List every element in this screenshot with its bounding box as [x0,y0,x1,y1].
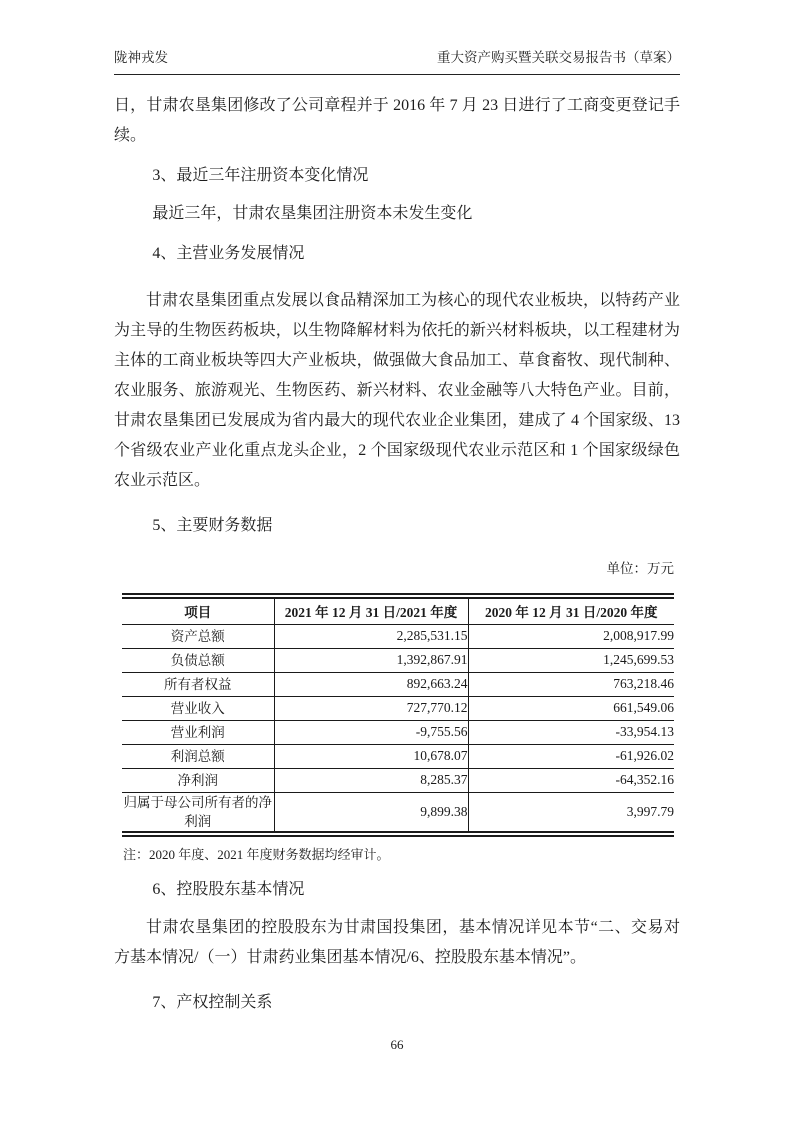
section-3-text: 最近三年，甘肃农垦集团注册资本未发生变化 [152,205,473,222]
section-4-heading: 4、主营业务发展情况 [152,245,305,262]
table-row [122,744,674,768]
table-cell-item: 利润总额 [122,744,274,768]
table-cell-2020: -33,954.13 [468,720,674,744]
table-cell-2021: -9,755.56 [274,720,468,744]
table-cell-2021: 8,285.37 [274,768,468,792]
table-cell-item: 营业利润 [122,720,274,744]
table-row [122,624,674,648]
section-4-text: 甘肃农垦集团重点发展以食品精深加工为核心的现代农业板块，以特药产业为主导的生物医药板块，以生物降解材料为依托的新兴材料板块，以工程建材为主体的工商业板块等四大产业板块，做强做大食品加工、草食畜牧、现代制种、农业服务、旅游观光、生物医药、新兴材料、农业金融等八大特色产业。目前，甘肃农垦集团已发展成为省内最大的现代农业企业集团，建成了 4 个国家级、13 个省级农业产业化重点龙头企业，2 个国家级现代农业示范区和 1 个国家级绿色农业示范区。 [114,292,680,489]
table-cell-item: 净利润 [122,768,274,792]
table-cell-2020: -61,926.02 [468,744,674,768]
table-cell-2020: 661,549.06 [468,696,674,720]
table-cell-2020: 3,997.79 [468,792,674,834]
table-row [122,696,674,720]
table-cell-item: 所有者权益 [122,672,274,696]
table-cell-2020: -64,352.16 [468,768,674,792]
column-header-item: 项目 [122,596,274,624]
table-unit-label: 单位：万元 [606,561,674,576]
table-cell-item: 归属于母公司所有者的净利润 [122,792,274,834]
table-cell-2021: 10,678.07 [274,744,468,768]
header-right-title: 重大资产购买暨关联交易报告书（草案） [437,50,680,65]
table-cell-2020: 1,245,699.53 [468,648,674,672]
page-header [114,0,680,75]
section-5-heading: 5、主要财务数据 [152,517,273,534]
table-row [122,768,674,792]
table-cell-2021: 1,392,867.91 [274,648,468,672]
table-cell-item: 负债总额 [122,648,274,672]
table-row [122,648,674,672]
section-3-heading: 3、最近三年注册资本变化情况 [152,167,369,184]
table-row [122,672,674,696]
section-7-heading: 7、产权控制关系 [152,994,273,1011]
header-left-title: 陇神戎发 [114,50,168,65]
table-note: 注：2020 年度、2021 年度财务数据均经审计。 [123,847,390,862]
table-row [122,792,674,834]
table-cell-2021: 727,770.12 [274,696,468,720]
column-header-2021: 2021 年 12 月 31 日/2021 年度 [274,596,468,624]
table-cell-item: 资产总额 [122,624,274,648]
table-cell-2021: 9,899.38 [274,792,468,834]
page-number: 66 [390,1037,404,1052]
section-6-heading: 6、控股股东基本情况 [152,881,305,898]
table-row [122,720,674,744]
table-header-row [122,596,674,624]
financial-data-table [122,593,674,837]
table-cell-2021: 892,663.24 [274,672,468,696]
paragraph-continuation: 日，甘肃农垦集团修改了公司章程并于 2016 年 7 月 23 日进行了工商变更登记手续。 [114,97,680,144]
table-cell-2021: 2,285,531.15 [274,624,468,648]
section-6-text: 甘肃农垦集团的控股股东为甘肃国投集团，基本情况详见本节“二、交易对方基本情况/（一）甘肃药业集团基本情况/6、控股股东基本情况”。 [114,919,680,966]
table-cell-2020: 763,218.46 [468,672,674,696]
table-cell-item: 营业收入 [122,696,274,720]
column-header-2020: 2020 年 12 月 31 日/2020 年度 [468,596,674,624]
table-cell-2020: 2,008,917.99 [468,624,674,648]
